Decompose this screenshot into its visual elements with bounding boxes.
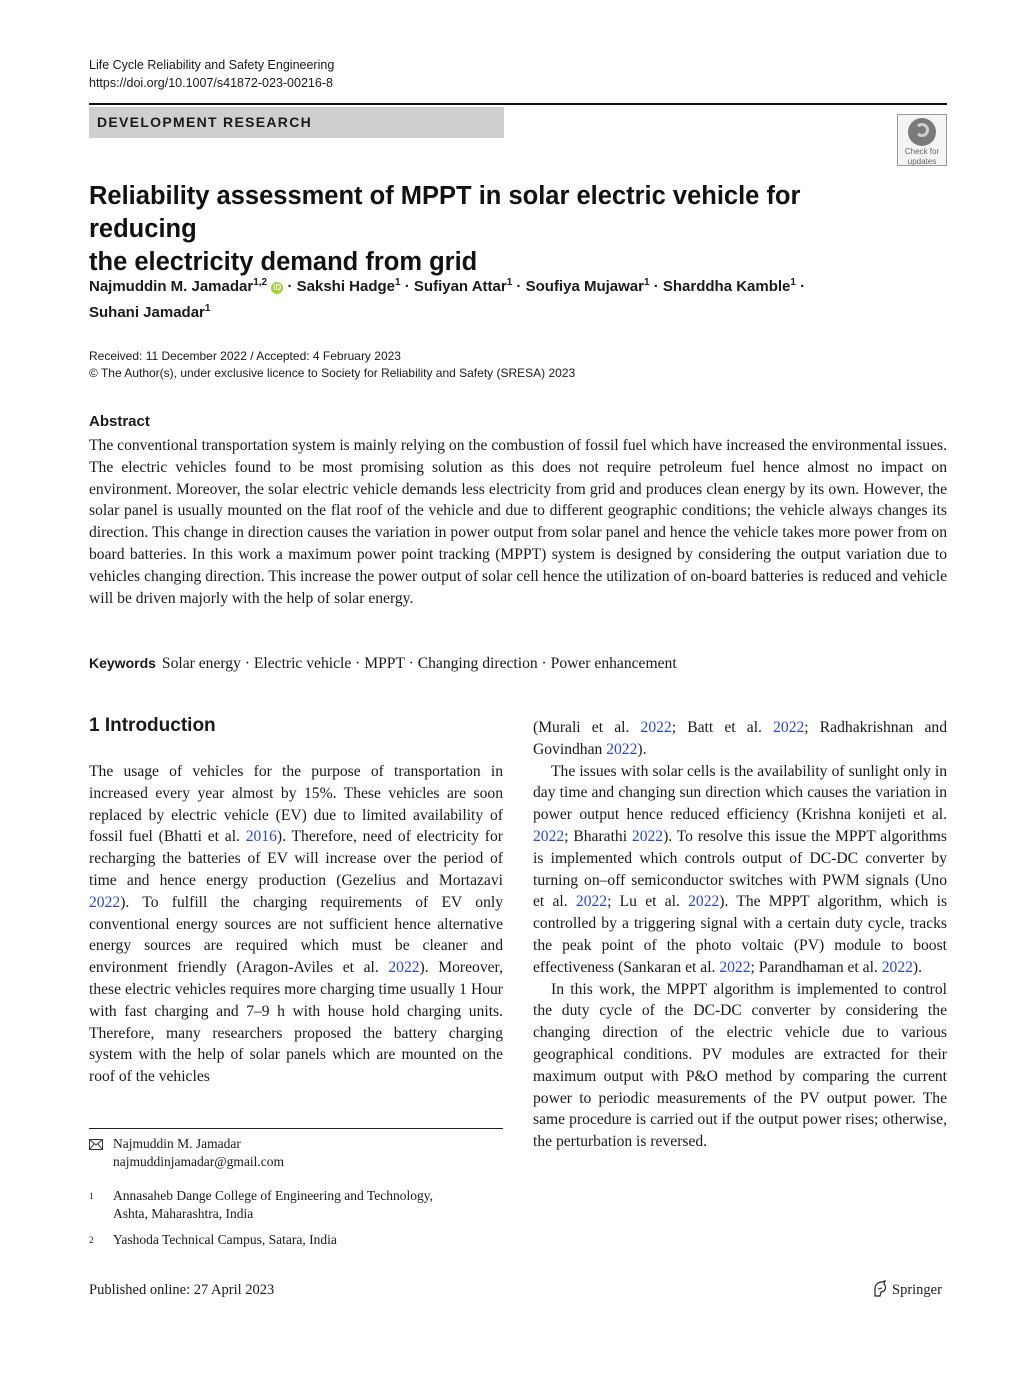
author-affiliation: 1: [790, 277, 796, 288]
text-run: ; Batt et al.: [671, 719, 774, 736]
affiliation-1: [89, 1187, 503, 1225]
springer-horse-icon: [872, 1280, 888, 1297]
right-column: [533, 717, 947, 1153]
article-title: [89, 180, 889, 279]
text-run: ). To fulfill the charging requirements of EV only conventional energy sources are not sufficient hence alternative energy sources are required which must be cleaner and environment friendly (Aragon-Aviles et al.: [89, 893, 503, 977]
publisher-name: Springer: [892, 1282, 942, 1298]
author-name[interactable]: Sharddha Kamble: [662, 278, 791, 295]
author-affiliation: 1,2: [253, 277, 268, 288]
text-run: The usage of vehicles for the purpose of transportation in increased every year almost by 15%. These vehicles are soon replaced by electric vehicle (EV) due to limited availability of fossil fuel (Bhatti et al.: [89, 763, 503, 846]
author-list: Najmuddin M. Jamadar$^{1,2}$ iD · Sakshi Hadge$^1$ · Sufiyan Attar$^1$ · Soufiya Mujawar$^1$ · Sharddha Kamble$^1$ · Suhani Jamadar$^1$: [89, 277, 806, 321]
text-run: ). To resolve this issue the MPPT algorithms is implemented which controls output of DC-DC converter by turning on–off semiconductor switches with PWM signals (Uno et al.: [533, 827, 947, 911]
title-line-1: Reliability assessment of MPPT in solar electric vehicle for reducing: [89, 182, 801, 243]
footnote-rule: [89, 1128, 503, 1129]
title-line-2: the electricity demand from grid: [89, 248, 478, 276]
text-run: ).: [637, 740, 647, 758]
received-accepted: Received: 11 December 2022 / Accepted: 4 February 2023: [89, 349, 401, 363]
citation-link[interactable]: 2022: [640, 719, 672, 736]
citation-link[interactable]: 2016: [245, 828, 277, 846]
citation-link[interactable]: 2022: [89, 893, 121, 911]
citation-link[interactable]: 2022: [773, 719, 805, 736]
author-affiliation: 1: [395, 277, 401, 288]
citation-link[interactable]: 2022: [606, 740, 638, 758]
text-run: ). Therefore, need of electricity for recharging the batteries of EV will increase over the period of time and hence energy production (Gezelius and Mortazavi: [89, 828, 503, 889]
citation-link[interactable]: 2022: [688, 893, 720, 911]
text-run: ; Bharathi: [564, 827, 632, 845]
author-name[interactable]: Sakshi Hadge: [296, 278, 395, 295]
intro-paragraph-3: In this work, the MPPT algorithm is implemented to control the duty cycle of the DC-DC converter by considering the changing direction of the electric vehicle due to various geographical conditions. PV modules are extracted for their maximum output with P&O method by comparing the current power to periodic measurements of the PV output power. The same procedure is carried out if the output power rises; otherwise, the perturbation is reversed.: [533, 980, 947, 1151]
intro-paragraph-2: [533, 761, 947, 979]
affiliation-mark: 2: [89, 1235, 94, 1245]
text-run: ). The MPPT algorithm, which is controlled by a triggering signal with a certain duty cycle, tracks the peak point of the photo voltaic (PV) module to boost effectiveness (Sankaran et al.: [533, 893, 948, 976]
affiliation-2: [89, 1231, 503, 1251]
intro-paragraph-1-continued: [533, 717, 947, 761]
author-name[interactable]: Sufiyan Attar: [413, 278, 507, 295]
author-affiliation: 1: [643, 277, 650, 288]
orcid-icon[interactable]: iD: [273, 283, 282, 292]
publisher-logo: [872, 1280, 942, 1299]
affiliation-mark: 1: [89, 1191, 94, 1201]
abstract-text: The conventional transportation system is mainly relying on the combustion of fossil fuel which have increased the environmental issues. The electric vehicles found to be most promising solution as this does not require petroleum fuel hence almost no impact on environment. Moreover, the solar electric vehicle demands less electricity from grid and produces clean energy by its own. However, the solar panel is usually mounted on the flat roof of the vehicle and due to different geographic conditions; the vehicle always changes its direction. This change in direction causes the variation in power output from solar panel and hence the vehicle takes more power from on board batteries. In this work a maximum power point tracking (MPPT) system is designed by considering the output variation due to vehicles changing direction. This increase the power output of solar cell hence the utilization of on-board batteries is reduced and vehicle will be driven majorly with the help of solar energy.: [89, 437, 947, 607]
correspondence-note: [89, 1135, 503, 1173]
affiliation-line: Ashta, Maharashtra, India: [113, 1206, 254, 1221]
published-online: Published online: 27 April 2023: [89, 1282, 275, 1298]
keywords-label: Keywords: [89, 655, 156, 671]
author-email[interactable]: najmuddinjamadar@gmail.com: [113, 1154, 285, 1169]
citation-link[interactable]: 2022: [881, 958, 913, 976]
citation-link[interactable]: 2022: [533, 827, 565, 845]
citation-link[interactable]: 2022: [631, 827, 664, 845]
author-affiliation: 1: [204, 303, 211, 314]
author-name[interactable]: Suhani Jamadar: [89, 304, 205, 321]
check-for-updates-icon: [908, 118, 936, 146]
abstract-heading: Abstract: [89, 413, 150, 430]
journal-name: Life Cycle Reliability and Safety Engineering: [89, 58, 335, 72]
left-column: [89, 761, 503, 1088]
article-category: DEVELOPMENT RESEARCH: [89, 107, 504, 138]
author-name[interactable]: Najmuddin M. Jamadar: [89, 278, 254, 295]
section-heading: 1 Introduction: [89, 715, 216, 736]
text-run: (Murali et al.: [533, 719, 641, 736]
affiliation-line: Annasaheb Dange College of Engineering and Technology,: [113, 1188, 433, 1203]
header-rule: [89, 103, 947, 105]
text-run: ; Parandhaman et al.: [750, 958, 882, 976]
author-affiliation: 1: [506, 277, 513, 288]
intro-paragraph-1: [89, 761, 503, 1088]
citation-link[interactable]: 2022: [719, 958, 751, 976]
author-name[interactable]: Soufiya Mujawar: [525, 278, 644, 295]
text-run: ; Radhakrishnan and Govindhan: [533, 719, 947, 758]
badge-line-1: Check for: [904, 147, 940, 156]
badge-line-2: updates: [907, 157, 937, 166]
text-run: ; Lu et al.: [607, 893, 689, 911]
keywords-text: Solar energy · Electric vehicle · MPPT · Changing direction · Power enhancement: [161, 655, 677, 672]
check-for-updates-badge[interactable]: [897, 114, 947, 166]
copyright-notice: © The Author(s), under exclusive licence to Society for Reliability and Safety (SRESA) 2023: [89, 366, 576, 380]
text-run: ). Moreover, these electric vehicles requires more charging time usually 1 Hour with fast charging and 7–9 h with house hold charging units. Therefore, many researchers proposed the battery charging system with the help of solar panels which are mounted on the roof of the vehicles: [89, 959, 504, 1086]
affiliation-line: Yashoda Technical Campus, Satara, India: [113, 1232, 337, 1247]
citation-link[interactable]: 2022: [388, 959, 420, 977]
text-run: The issues with solar cells is the availability of sunlight only in day time and changing sun direction which causes the variation in power output hence reduced efficiency (Krishna konijeti et al.: [533, 762, 947, 824]
envelope-icon: [89, 1135, 103, 1155]
article-dates: [89, 348, 575, 382]
corresponding-author: Najmuddin M. Jamadar: [113, 1136, 241, 1151]
keywords: [89, 652, 947, 675]
citation-link[interactable]: 2022: [575, 893, 608, 911]
text-run: ).: [912, 958, 922, 976]
journal-header: [89, 56, 334, 92]
journal-doi[interactable]: https://doi.org/10.1007/s41872-023-00216-8: [89, 76, 333, 90]
